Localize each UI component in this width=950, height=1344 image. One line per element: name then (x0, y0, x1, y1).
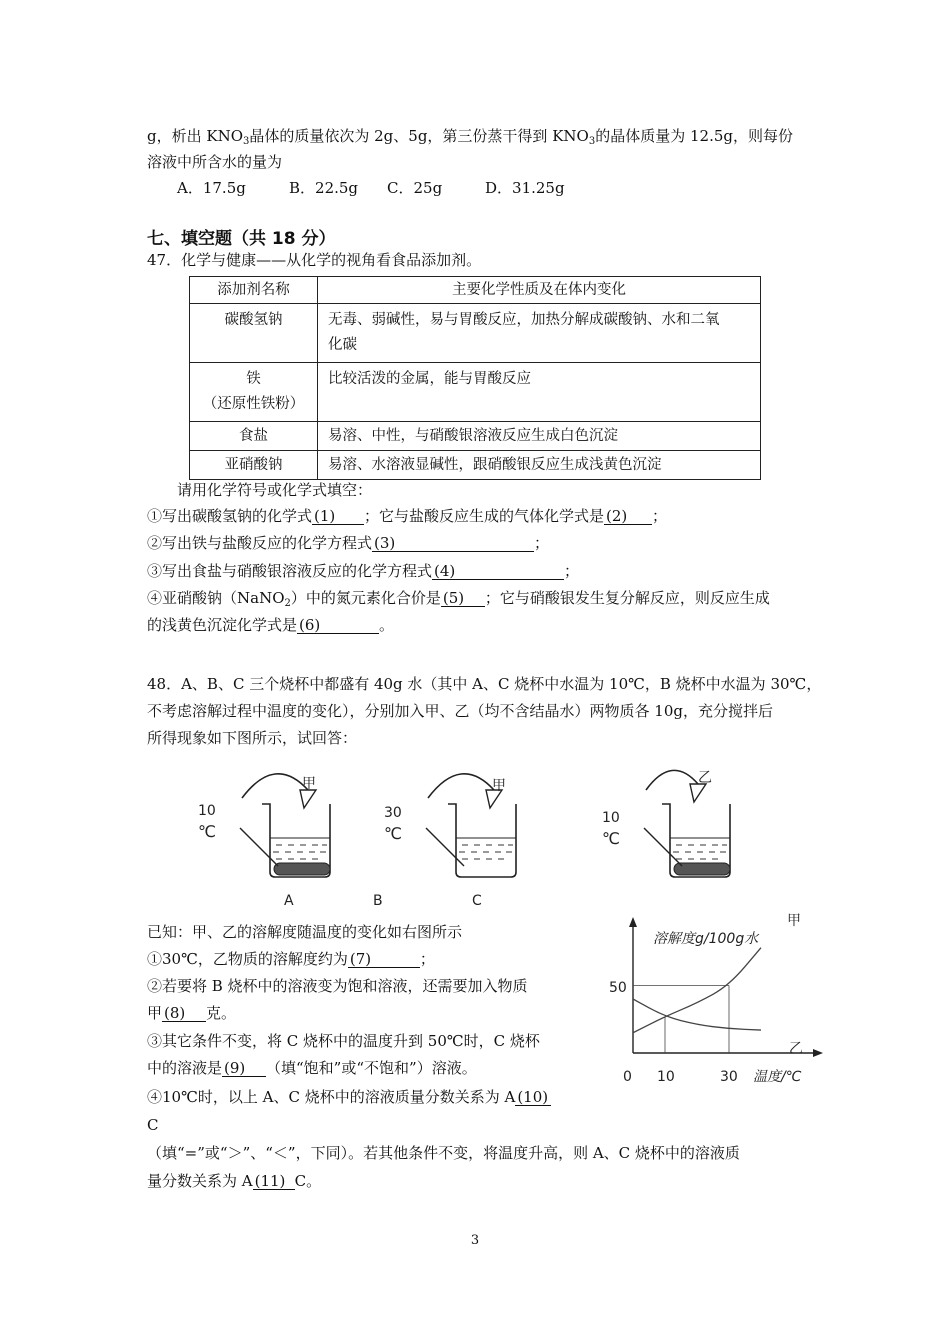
q48-sub4-cont2: 量分数关系为 A (11) C。 (147, 1172, 322, 1190)
q48-sub2-cont: 甲 (8) 克。 (147, 1004, 237, 1022)
temp-c-unit: ℃ (602, 829, 620, 848)
q48-line2: 不考虑溶解过程中温度的变化），分别加入甲、乙（均不含结晶水）两物质各 10g，充分搅拌后 (147, 702, 773, 720)
table-header-row (190, 277, 761, 304)
blank-9[interactable]: (9) (222, 1060, 266, 1077)
table-header: 添加剂名称 (190, 277, 318, 304)
q48-line3: 所得现象如下图所示，试回答： (147, 729, 358, 747)
option-d: D．31.25g (485, 179, 565, 197)
series-label-yi: 乙 (789, 1041, 803, 1057)
series-line-jia (633, 948, 761, 1033)
q47-intro: 47．化学与健康——从化学的视角看食品添加剂。 (147, 251, 482, 269)
table-cell: 比较活泼的金属，能与胃酸反应 (318, 363, 761, 422)
page-number: 3 (470, 1233, 480, 1248)
beaker-a (240, 774, 330, 877)
q47-instruction: 请用化学符号或化学式填空： (177, 481, 373, 499)
series-label-jia: 甲 (787, 913, 801, 929)
q47-sub3: ③写出食盐与硝酸银溶液反应的化学方程式 (4) ； (147, 562, 580, 580)
blank-2[interactable]: (2) (604, 508, 652, 525)
temp-a-unit: ℃ (198, 822, 216, 841)
q47-sub4: ④亚硝酸钠（NaNO$_2$）中的氮元素化合价是 (5) ；它与硝酸银发生复分解反应，则反应生成 (147, 589, 770, 609)
x-tick-10: 10 (657, 1069, 675, 1085)
blank-11[interactable]: (11) (253, 1173, 295, 1190)
table-cell: 无毒、弱碱性，易与胃酸反应，加热分解成碳酸钠、水和二氧 化碳 (318, 304, 761, 363)
chart-ylabel: 溶解度g/100g水 (653, 931, 759, 947)
section-title: 七、填空题（共 18 分） (147, 229, 336, 249)
blank-3[interactable]: (3) (372, 535, 534, 552)
table-cell: 亚硝酸钠 (190, 451, 318, 480)
q48-sub3: ③其它条件不变，将 C 烧杯中的温度升到 50℃时，C 烧杯 (147, 1032, 540, 1050)
beaker-c (644, 770, 730, 877)
precipitate-c (674, 863, 730, 875)
q48-sub2: ②若要将 B 烧杯中的溶液变为饱和溶液，还需要加入物质 (147, 977, 528, 995)
option-b: B．22.5g (289, 179, 359, 197)
blank-7[interactable]: (7) (348, 951, 420, 968)
option-c: C．25g (387, 179, 443, 197)
q48-known: 已知：甲、乙的溶解度随温度的变化如右图所示 (147, 923, 463, 941)
beaker-label-b: B (373, 893, 383, 909)
q46-line1: g，析出 $KNO_3$晶体的质量依次为 2g、5g，第三份蒸干得到 $KNO_3$的晶体质量为 12.5g，则每份 (147, 127, 793, 147)
temp-a: 10 (198, 803, 216, 819)
option-a: A．17.5g (177, 179, 246, 197)
q46-options (177, 178, 565, 198)
temp-c: 10 (602, 810, 620, 826)
x-tick-30: 30 (720, 1069, 738, 1085)
x-axis-arrow (813, 1049, 823, 1057)
q48-sub3-cont: 中的溶液是 (9) （填“饱和”或“不饱和”）溶液。 (147, 1059, 477, 1077)
blank-10[interactable]: (10) (515, 1089, 551, 1106)
blank-8[interactable]: (8) (162, 1005, 206, 1022)
temp-b-unit: ℃ (384, 824, 402, 843)
q47-sub1: ①写出碳酸氢钠的化学式 (1) ；它与盐酸反应生成的气体化学式是 (2) ； (147, 507, 668, 525)
temp-b: 30 (384, 805, 402, 821)
beakers-figure (190, 760, 750, 910)
beaker-label-a: A (284, 893, 294, 909)
y-tick-50: 50 (609, 980, 627, 996)
q48-sub4-cont: （填“=”或“＞”、“＜”，下同）。若其他条件不变，将温度升高，则 A、C 烧杯中的溶液质 (147, 1144, 740, 1162)
x-tick-origin: 0 (623, 1069, 632, 1085)
beaker-label-c: C (472, 893, 482, 909)
q46-line2: 溶液中所含水的量为 (147, 153, 283, 171)
blank-4[interactable]: (4) (432, 563, 564, 580)
blank-1[interactable]: (1) (312, 508, 364, 525)
q48-sub4-c: C (147, 1116, 159, 1134)
q47-sub4-cont: 的浅黄色沉淀化学式是 (6) 。 (147, 616, 395, 634)
blank-5[interactable]: (5) (441, 590, 485, 607)
solubility-chart (605, 905, 830, 1090)
table-cell: 铁 （还原性铁粉） (190, 363, 318, 422)
q47-sub2: ②写出铁与盐酸反应的化学方程式 (3) ； (147, 534, 550, 552)
y-axis-arrow (629, 917, 637, 927)
blank-6[interactable]: (6) (297, 617, 379, 634)
table-cell: 易溶、中性，与硝酸银溶液反应生成白色沉淀 (318, 422, 761, 451)
substance-label: 甲 (492, 778, 506, 794)
precipitate-a (274, 863, 330, 875)
additive-table (189, 276, 761, 480)
table-row (190, 304, 761, 363)
chart-xlabel: 温度/℃ (753, 1069, 802, 1085)
table-header: 主要化学性质及在体内变化 (318, 277, 761, 304)
q48-sub1: ①30℃，乙物质的溶解度约为 (7) ； (147, 950, 435, 968)
q48-sub4: ④10℃时，以上 A、C 烧杯中的溶液质量分数关系为 A (10) (147, 1087, 551, 1107)
series-line-yi (633, 999, 761, 1030)
table-row (190, 363, 761, 422)
table-cell: 易溶、水溶液显碱性，跟硝酸银反应生成浅黄色沉淀 (318, 451, 761, 480)
table-row (190, 451, 761, 480)
q48-line1: 48．A、B、C 三个烧杯中都盛有 40g 水（其中 A、C 烧杯中水温为 10℃，B 烧杯中水温为 30℃， (147, 675, 822, 693)
table-row (190, 422, 761, 451)
table-cell: 食盐 (190, 422, 318, 451)
substance-label: 甲 (302, 776, 316, 792)
substance-label: 乙 (698, 770, 712, 786)
table-cell: 碳酸氢钠 (190, 304, 318, 363)
